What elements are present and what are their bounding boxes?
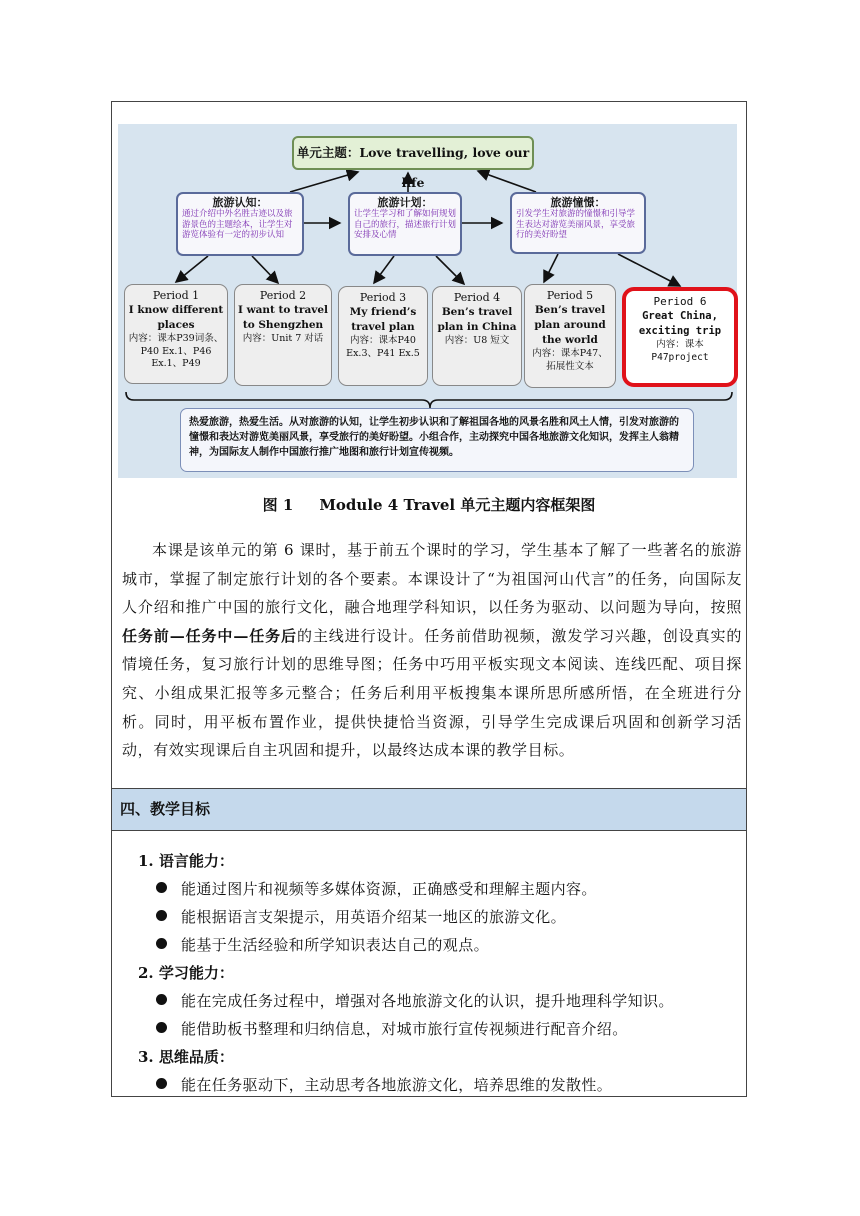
- period-6-box-highlighted: [622, 287, 738, 387]
- period-title: Ben’s travel plan around the world: [534, 304, 606, 346]
- period-number: Period 1: [152, 289, 200, 302]
- category-title: 旅游认知：: [212, 196, 268, 209]
- period-number: Period 3: [359, 291, 407, 304]
- objective-heading: 2. 学习能力：: [138, 964, 234, 982]
- figure-caption: [111, 494, 747, 515]
- period-number: Period 5: [546, 289, 594, 302]
- period-4-box: [432, 286, 522, 386]
- bullet-icon: [156, 882, 167, 893]
- period-title: I know different places: [128, 304, 224, 331]
- lesson-description-paragraph: [122, 536, 742, 765]
- category-desc: 引发学生对旅游的憧憬和引导学生表达对游览美丽风景，享受旅行的美好盼望: [516, 209, 636, 240]
- category-title: 旅游计划：: [377, 196, 433, 209]
- arrow-cat1-to-theme: [290, 172, 358, 192]
- period-title: I want to travel to Shengzhen: [238, 304, 329, 331]
- arrow-cat1-to-p1: [176, 256, 208, 282]
- period-number: Period 4: [453, 291, 501, 304]
- period-2-box: [234, 284, 332, 386]
- period-content: 内容：课本P40 Ex.3、P41 Ex.5: [346, 335, 420, 359]
- bullet-icon: [156, 910, 167, 921]
- bullet-icon: [156, 994, 167, 1005]
- period-content: 内容：U8 短文: [444, 335, 510, 346]
- unit-summary-box: 热爱旅游，热爱生活。从对旅游的认知，让学生初步认识和了解祖国各地的风景名胜和风土人情，引发对旅游的憧憬和表达对游览美丽风景，享受旅行的美好盼望。小组合作，主动探究中国各地旅游文化知识，发挥主人翁精神，为国际友人制作中国旅行推广地图和旅行计划宣传视频。: [180, 408, 694, 472]
- arrow-cat1-to-p2: [252, 256, 278, 283]
- summary-brace: [126, 392, 732, 408]
- period-content: 内容：Unit 7 对话: [242, 333, 324, 344]
- bullet-icon: [156, 938, 167, 949]
- category-title: 旅游憧憬：: [550, 196, 606, 209]
- period-3-box: [338, 286, 428, 386]
- objective-item: [156, 1018, 628, 1039]
- period-number: Period 2: [259, 289, 307, 302]
- objective-item: [156, 934, 489, 955]
- period-content: 内容：课本P47project: [651, 339, 709, 363]
- arrow-cat3-to-p6: [618, 254, 680, 286]
- period-content: 内容：课本P47、拓展性文本: [532, 348, 608, 372]
- objective-item: [156, 878, 597, 899]
- arrow-cat2-to-p3: [374, 256, 394, 283]
- paragraph-part-1: 本课是该单元的第 6 课时，基于前五个课时的学习，学生基本了解了一些著名的旅游城市，掌握了制定旅行计划的各个要素。本课设计了“为祖国河山代言”的任务，向国际友人介绍和推广中国的旅行文化，融合地理学科知识，以任务为驱动、以问题为导向，按照: [122, 541, 742, 617]
- objective-item: [156, 1074, 612, 1095]
- paragraph-part-2: 的主线进行设计。任务前借助视频，激发学习兴趣，创设真实的情境任务，复习旅行计划的思维导图；任务中巧用平板实现文本阅读、连线匹配、项目探究、小组成果汇报等多元整合；任务后利用平板搜集本课所思所感所悟，在全班进行分析。同时，用平板布置作业，提供快捷恰当资源，引导学生完成课后巩固和创新学习活动，有效实现课后自主巩固和提升，以最终达成本课的教学目标。: [122, 626, 742, 760]
- objective-heading: 1. 语言能力：: [138, 852, 234, 870]
- figure-number: 图 1: [262, 496, 294, 514]
- bullet-icon: [156, 1078, 167, 1089]
- objective-item-text: 能在任务驱动下，主动思考各地旅游文化，培养思维的发散性。: [181, 1076, 613, 1094]
- objective-item-text: 能在完成任务过程中，增强对各地旅游文化的认识，提升地理科学知识。: [181, 992, 674, 1010]
- period-title: My friend’s travel plan: [349, 306, 417, 333]
- objective-item: [156, 990, 674, 1011]
- bullet-icon: [156, 1022, 167, 1033]
- category-plan-box: [348, 192, 462, 256]
- period-content: 内容：课本P39词条、P40 Ex.1、P46 Ex.1、P49: [128, 333, 224, 369]
- objective-heading: 3. 思维品质：: [138, 1048, 234, 1066]
- arrow-cat3-to-p5: [544, 254, 558, 282]
- objective-item-text: 能根据语言支架提示，用英语介绍某一地区的旅游文化。: [181, 908, 567, 926]
- unit-framework-diagram: [118, 124, 737, 478]
- arrow-cat3-to-theme: [478, 171, 536, 192]
- objective-item-text: 能基于生活经验和所学知识表达自己的观点。: [181, 936, 490, 954]
- period-1-box: [124, 284, 228, 384]
- objective-item-text: 能通过图片和视频等多媒体资源，正确感受和理解主题内容。: [181, 880, 597, 898]
- objective-item: [156, 906, 566, 927]
- period-5-box: [524, 284, 616, 388]
- section-heading-teaching-objectives: 四、教学目标: [112, 788, 746, 831]
- period-number: Period 6: [653, 295, 707, 308]
- period-title: Ben’s travel plan in China: [437, 306, 517, 333]
- category-desc: 让学生学习和了解如何规划自己的旅行，描述旅行计划安排及心情: [354, 209, 457, 240]
- unit-theme-box: 单元主题：Love travelling, love our life: [292, 136, 534, 170]
- category-aspiration-box: [510, 192, 646, 254]
- figure-caption-text: Module 4 Travel 单元主题内容框架图: [319, 496, 596, 514]
- objective-item-text: 能借助板书整理和归纳信息，对城市旅行宣传视频进行配音介绍。: [181, 1020, 628, 1038]
- period-title: Great China, exciting trip: [638, 310, 722, 337]
- category-cognition-box: [176, 192, 304, 256]
- arrow-cat2-to-p4: [436, 256, 464, 284]
- category-desc: 通过介绍中外名胜古迹以及旅游景色的主题绘本，让学生对游览体验有一定的初步认知: [182, 209, 293, 240]
- paragraph-bold-phrase: 任务前—任务中—任务后: [122, 626, 297, 645]
